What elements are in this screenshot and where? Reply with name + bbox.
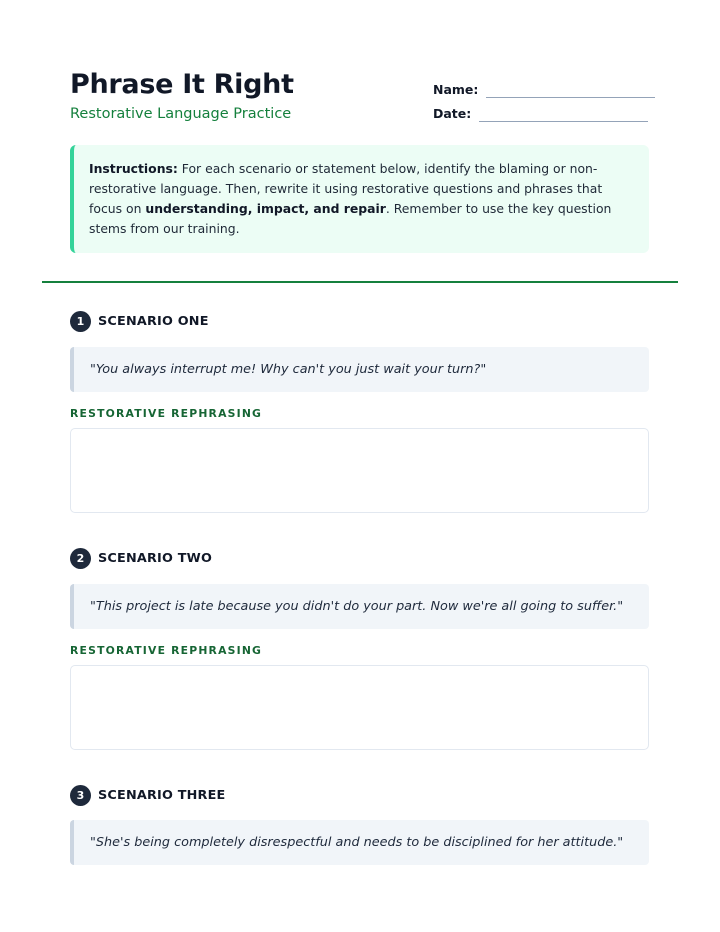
scenario-3-header (70, 785, 226, 806)
page-subtitle: Restorative Language Practice (70, 106, 292, 122)
scenario-1-number-badge: 1 (70, 311, 91, 332)
scenario-2-rephrasing-label: RESTORATIVE REPHRASING (70, 644, 263, 657)
scenario-3-quote: "She's being completely disrespectful and needs to be disciplined for her attitude." (70, 820, 649, 865)
scenario-2-quote: "This project is late because you didn't do your part. Now we're all going to suffer." (70, 584, 649, 629)
instructions-lead: Instructions: (89, 161, 178, 176)
name-label: Name: (433, 82, 479, 97)
name-input-line[interactable] (486, 83, 655, 98)
scenario-1-header (70, 311, 209, 332)
scenario-3-number-badge: 3 (70, 785, 91, 806)
scenario-2-header (70, 548, 212, 569)
scenario-1-quote: "You always interrupt me! Why can't you just wait your turn?" (70, 347, 649, 392)
instructions-box (70, 145, 649, 253)
scenario-3-title: SCENARIO THREE (98, 788, 226, 803)
section-divider (42, 281, 678, 283)
scenario-2-number-badge: 2 (70, 548, 91, 569)
name-field (433, 82, 655, 98)
scenario-2-title: SCENARIO TWO (98, 551, 213, 566)
scenario-2-answer-box[interactable] (70, 665, 649, 750)
scenario-1-answer-box[interactable] (70, 428, 649, 513)
date-label: Date: (433, 106, 472, 121)
instructions-emphasis: understanding, impact, and repair (145, 201, 386, 216)
scenario-1-title: SCENARIO ONE (98, 314, 209, 329)
page-title: Phrase It Right (70, 69, 294, 100)
instructions-text-2: . Remember to use the key question stems from our training. (89, 201, 612, 236)
date-field (433, 106, 648, 122)
date-input-line[interactable] (479, 107, 648, 122)
scenario-1-rephrasing-label: RESTORATIVE REPHRASING (70, 407, 263, 420)
instructions-text-1: For each scenario or statement below, identify the blaming or non-restorative language. Then, rewrite it using restorative questions and phrases that focus on (89, 161, 603, 216)
